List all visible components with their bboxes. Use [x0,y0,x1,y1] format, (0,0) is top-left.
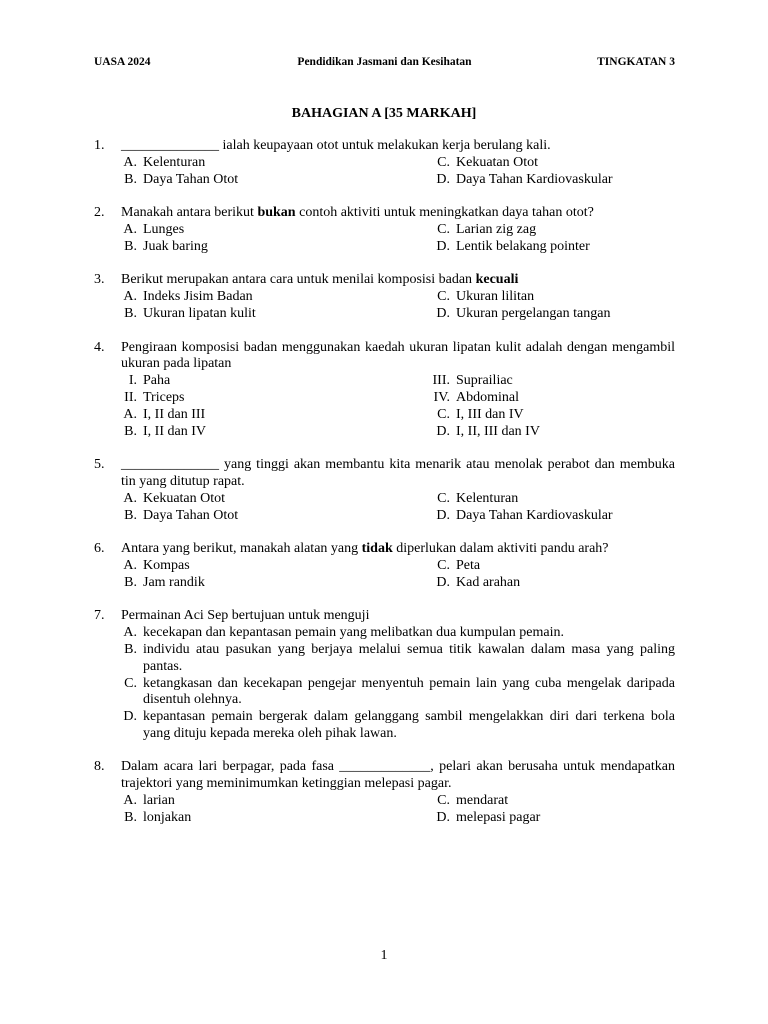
statement-text: Triceps [143,389,185,405]
question-stem: Permainan Aci Sep bertujuan untuk menguji [121,608,370,624]
answer-options [121,558,675,592]
question-number: 8. [94,759,105,775]
question [94,541,675,591]
answer-option[interactable] [121,810,434,827]
option-text: Kelenturan [456,490,519,506]
option-text: mendarat [456,793,509,809]
option-label: C. [437,490,450,506]
question-stem: ______________ yang tinggi akan membantu kita menarik atau menolak perabot dan membuka tin yang ditutup rapat. [121,457,675,489]
question [94,759,675,826]
question-text [121,759,675,793]
question-number: 3. [94,272,105,288]
answer-option[interactable] [121,222,434,239]
statement-item [434,373,675,390]
statement-text: Abdominal [456,389,519,405]
question-emphasis: tidak [361,541,393,557]
answer-option[interactable] [121,491,434,508]
answer-option[interactable] [434,508,675,525]
option-label: D. [436,507,450,523]
question-number: 2. [94,205,105,221]
option-label: C. [437,557,450,573]
question [94,205,675,255]
answer-option[interactable] [121,306,434,323]
option-text: Daya Tahan Kardiovaskular [456,171,613,187]
option-label: D. [436,238,450,254]
option-text: Daya Tahan Kardiovaskular [456,507,613,523]
option-text: larian [143,793,175,809]
statement-label: I. [128,373,137,389]
answer-option[interactable] [121,508,434,525]
question-number: 6. [94,541,105,557]
question-stem: Pengiraan komposisi badan menggunakan kaedah ukuran lipatan kulit adalah dengan mengambil ukuran pada lipatan [121,339,675,372]
question-text [121,457,675,491]
question [94,457,675,524]
option-label: D. [123,709,137,725]
question-number: 7. [94,608,105,624]
option-label: C. [437,289,450,305]
option-label: A. [123,557,137,573]
answer-option[interactable] [121,239,434,256]
option-label: A. [123,289,137,305]
option-label: A. [123,221,137,237]
option-label: B. [124,171,137,187]
option-text: Kad arahan [456,574,521,590]
statement-row [121,390,675,407]
answer-option[interactable] [121,676,675,710]
statement-item [121,390,434,407]
question-text [121,272,675,289]
option-text: Ukuran lipatan kulit [143,305,256,321]
statement-item [434,390,675,407]
option-label: B. [124,423,137,439]
question-text [121,138,675,155]
option-text: Daya Tahan Otot [143,171,239,187]
question-emphasis: kecuali [475,272,519,288]
question-text [121,340,675,374]
question-text [121,608,675,625]
answer-options [121,155,675,189]
option-text: Kelenturan [143,154,206,170]
option-label: A. [123,406,137,422]
option-text: Indeks Jisim Badan [143,289,253,305]
answer-options [121,289,675,323]
answer-option[interactable] [121,155,434,172]
option-label: B. [124,305,137,321]
answer-option[interactable] [434,575,675,592]
option-row [121,575,675,592]
option-label: C. [437,793,450,809]
option-row [121,810,675,827]
question-stem: Antara yang berikut, manakah alatan yang [121,541,362,557]
option-label: B. [124,238,137,254]
option-text: kecekapan dan kepantasan pemain yang melibatkan dua kumpulan pemain. [143,625,565,641]
option-label: D. [436,574,450,590]
question-number: 4. [94,339,105,355]
option-label: B. [124,809,137,825]
option-label: C. [124,675,137,691]
option-label: A. [123,490,137,506]
question [94,608,675,742]
option-text: Daya Tahan Otot [143,507,239,523]
option-text: Kompas [143,557,190,573]
question-stem: Manakah antara berikut [121,205,258,221]
option-row [121,491,675,508]
option-row [121,306,675,323]
answer-option[interactable] [121,172,434,189]
answer-option[interactable] [434,172,675,189]
answer-option[interactable] [434,239,675,256]
option-text: Peta [456,557,481,573]
answer-option[interactable] [434,793,675,810]
page-number: 1 [380,948,388,963]
answer-options [121,625,675,743]
question-text [121,205,675,222]
statement-label: III. [432,373,450,389]
option-row [121,424,675,441]
answer-options [121,491,675,525]
option-label: B. [124,641,137,657]
option-text: Larian zig zag [456,221,537,237]
question-emphasis: bukan [257,205,296,221]
option-row [121,222,675,239]
option-label: A. [123,154,137,170]
question [94,138,675,188]
option-text: Ukuran lilitan [456,289,535,305]
statement-item [121,373,434,390]
option-label: D. [436,305,450,321]
answer-options [121,793,675,827]
option-text: kepantasan pemain bergerak dalam gelanggang sambil mengelakkan diri dari terkena bola yang dituju kepada mereka oleh pihak lawan. [143,709,675,741]
option-label: D. [436,171,450,187]
answer-option[interactable] [121,625,675,642]
answer-option[interactable] [121,407,434,424]
option-row [121,558,675,575]
answer-option[interactable] [434,155,675,172]
question [94,340,675,441]
answer-option[interactable] [434,407,675,424]
option-label: C. [437,154,450,170]
question-stem-end: diperlukan dalam aktiviti pandu arah? [392,541,609,557]
question-stem-end: contoh aktiviti untuk meningkatkan daya tahan otot? [295,205,594,221]
answer-options [121,373,675,440]
answer-option[interactable] [121,558,434,575]
option-label: B. [124,574,137,590]
option-text: lonjakan [143,809,192,825]
option-row [121,508,675,525]
answer-option[interactable] [121,424,434,441]
answer-option[interactable] [434,810,675,827]
question-stem: Dalam acara lari berpagar, pada fasa _____________, pelari akan berusaha untuk mendapatkan trajektori yang meminimumkan ketinggian melepasi pagar. [121,759,675,792]
option-row [121,793,675,810]
option-row [121,407,675,424]
answer-option[interactable] [121,793,434,810]
option-text: I, II dan III [143,406,206,422]
question [94,272,675,322]
option-row [121,239,675,256]
option-text: Kekuatan Otot [456,154,539,170]
option-text: Jam randik [143,574,205,590]
answer-option[interactable] [434,491,675,508]
option-text: Juak baring [143,238,208,254]
option-label: B. [124,507,137,523]
option-label: C. [437,406,450,422]
question-list [94,138,675,843]
section-title: BAHAGIAN A [35 MARKAH] [291,106,477,121]
answer-options [121,222,675,256]
option-label: D. [436,809,450,825]
option-text: I, II dan IV [143,423,206,439]
option-row [121,289,675,306]
question-stem: Berikut merupakan antara cara untuk menilai komposisi badan [121,272,476,288]
answer-option[interactable] [121,289,434,306]
option-text: Kekuatan Otot [143,490,226,506]
option-row [121,172,675,189]
header-level: TINGKATAN 3 [597,56,675,68]
option-label: A. [123,625,137,641]
option-label: D. [436,423,450,439]
option-text: Ukuran pergelangan tangan [456,305,611,321]
answer-option[interactable] [121,575,434,592]
answer-option[interactable] [121,642,675,676]
statement-label: IV. [433,389,450,405]
answer-option[interactable] [434,222,675,239]
answer-option[interactable] [434,289,675,306]
answer-option[interactable] [434,424,675,441]
statement-row [121,373,675,390]
option-label: A. [123,793,137,809]
option-text: melepasi pagar [456,809,541,825]
option-text: I, III dan IV [456,406,524,422]
question-text [121,541,675,558]
header-exam: UASA 2024 [94,56,151,68]
statement-text: Suprailiac [456,373,513,389]
statement-label: II. [124,389,137,405]
question-stem: ______________ ialah keupayaan otot untuk melakukan kerja berulang kali. [121,138,551,153]
option-text: I, II, III dan IV [456,423,540,439]
header-subject: Pendidikan Jasmani dan Kesihatan [297,56,472,68]
answer-option[interactable] [434,306,675,323]
option-row [121,155,675,172]
answer-option[interactable] [121,709,675,743]
option-text: individu atau pasukan yang berjaya melalui semua titik kawalan dalam masa yang paling pantas. [143,641,675,674]
option-label: C. [437,221,450,237]
question-number: 5. [94,457,105,473]
answer-option[interactable] [434,558,675,575]
question-number: 1. [94,138,105,153]
option-text: ketangkasan dan kecekapan pengejar menyentuh pemain lain yang cuba mengelak daripada disentuh olehnya. [143,675,675,708]
statement-text: Paha [143,373,171,389]
option-text: Lunges [143,221,185,237]
option-text: Lentik belakang pointer [456,238,590,254]
